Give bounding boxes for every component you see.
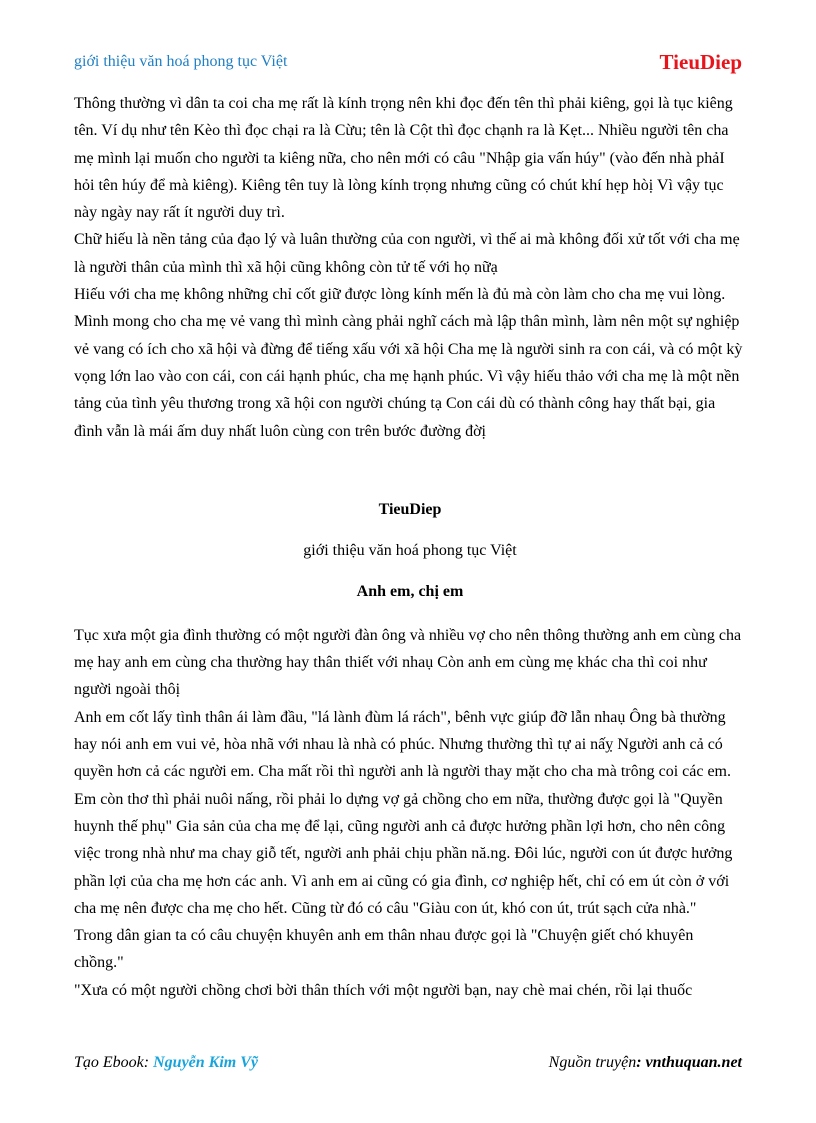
source-label: Nguồn truyện [548,1054,637,1071]
header-author: TieuDiep [659,50,742,74]
paragraph: "Xưa có một người chồng chơi bời thân thích với một người bạn, nay chè mai chén, rồi lại thuốc [74,981,693,999]
footer-source-credit [549,1054,742,1072]
paragraph: Chữ hiếu là nền tảng của đạo lý và luân thường của con người, vì thế ai mà không đối xử tốt với cha mẹ là người thân của mình thì xã hội cũng không còn tử tế với họ nữạ [74,231,740,276]
section-intro [74,90,746,445]
chapter-author: TieuDiep [378,500,442,518]
paragraph: Trong dân gian ta có câu chuyện khuyên anh em thân nhau được gọi là "Chuyện giết chó khuyên chồng." [74,927,694,972]
ebook-separator: : [143,1054,154,1071]
section-spacer [74,445,746,499]
ebook-creator: Nguyễn Kim Vỹ [153,1054,258,1071]
chapter-title: Anh em, chị em [356,582,464,600]
paragraph: Hiếu với cha mẹ không những chỉ cốt giữ được lòng kính mến là đủ mà còn làm cho cha mẹ vui lòng. Mình mong cho cha mẹ vẻ vang thì mình càng phải nghĩ cách mà lập thân mình, làm nên một sự nghiệp vẻ vang có ích cho xã hội và đừng để tiếng xấu với xã hội Cha mẹ là người sinh ra con cái, và có một kỳ vọng lớn lao vào con cái, con cái hạnh phúc, cha mẹ hạnh phúc. Vì vậy hiếu thảo với cha mẹ là một nền tảng của tình yêu thương trong xã hội con người chúng tạ Con cái dù có thành công hay thất bại, gia đình vẫn là mái ấm duy nhất luôn cùng con trên bước đường đờị [74,286,743,440]
source-site: vnthuquan.net [645,1054,742,1071]
paragraph: Tục xưa một gia đình thường có một người đàn ông và nhiều vợ cho nên thông thường anh em cùng cha mẹ hay anh em cùng cha thường hay thân thiết với nhaụ Còn anh em cùng mẹ khác cha thì coi như người ngoài thôị [74,626,742,699]
source-separator: : [636,1054,646,1071]
header-book-title: giới thiệu văn hoá phong tục Việt [74,53,288,70]
chapter-book-title: giới thiệu văn hoá phong tục Việt [303,541,517,559]
footer-ebook-credit [74,1054,258,1072]
section-chapter-body [74,622,746,1004]
page-content [74,90,746,1004]
paragraph: Thông thường vì dân ta coi cha mẹ rất là kính trọng nên khi đọc đến tên thì phải kiêng, gọi là tục kiêng tên. Ví dụ như tên Kèo thì đọc chại ra là Cừu; tên là Cột thì đọc chạnh ra là Kẹt... Nhiều người tên cha mẹ mình lại muốn cho người ta kiêng nữa, cho nên mới có câu "Nhập gia vấn húy" (vào đến nhà phảI hỏi tên húy để mà kiêng). Kiêng tên tuy là lòng kính trọng nhưng cũng có chút khí hẹp hòị Vì vậy tục này ngày nay rất ít người duy trì. [74,95,733,222]
ebook-label: Tạo Ebook [74,1054,144,1071]
page-header [74,50,742,74]
paragraph: Anh em cốt lấy tình thân ái làm đầu, "lá lành đùm lá rách", bênh vực giúp đỡ lẫn nhaụ Ông bà thường hay nói anh em vui vẻ, hòa nhã với nhau là nhà có phúc. Nhưng thường thì tự ai nấỵ Người anh cả có quyền hơn cả các người em. Cha mất rồi thì người anh là người thay mặt cho cha mà trông coi các em. Em còn thơ thì phải nuôi nấng, rồi phải lo dựng vợ gả chồng cho em nữa, thường được gọi là "Quyền huynh thế phụ" Gia sản của cha mẹ để lại, cũng người anh cả được hưởng phần lợi hơn, cho nên công việc trong nhà như ma chay giỗ tết, người anh phải chịu phần nă.ng. Đôi lúc, người con út được hưởng phần lợi của cha mẹ hơn các anh. Vì anh em ai cũng có gia đình, cơ nghiệp hết, chỉ có em út còn ở với cha mẹ nên được cha mẹ cho hết. Cũng từ đó có câu "Giàu con út, khó con út, trút sạch cửa nhà." [74,708,733,917]
chapter-heading [74,499,746,602]
